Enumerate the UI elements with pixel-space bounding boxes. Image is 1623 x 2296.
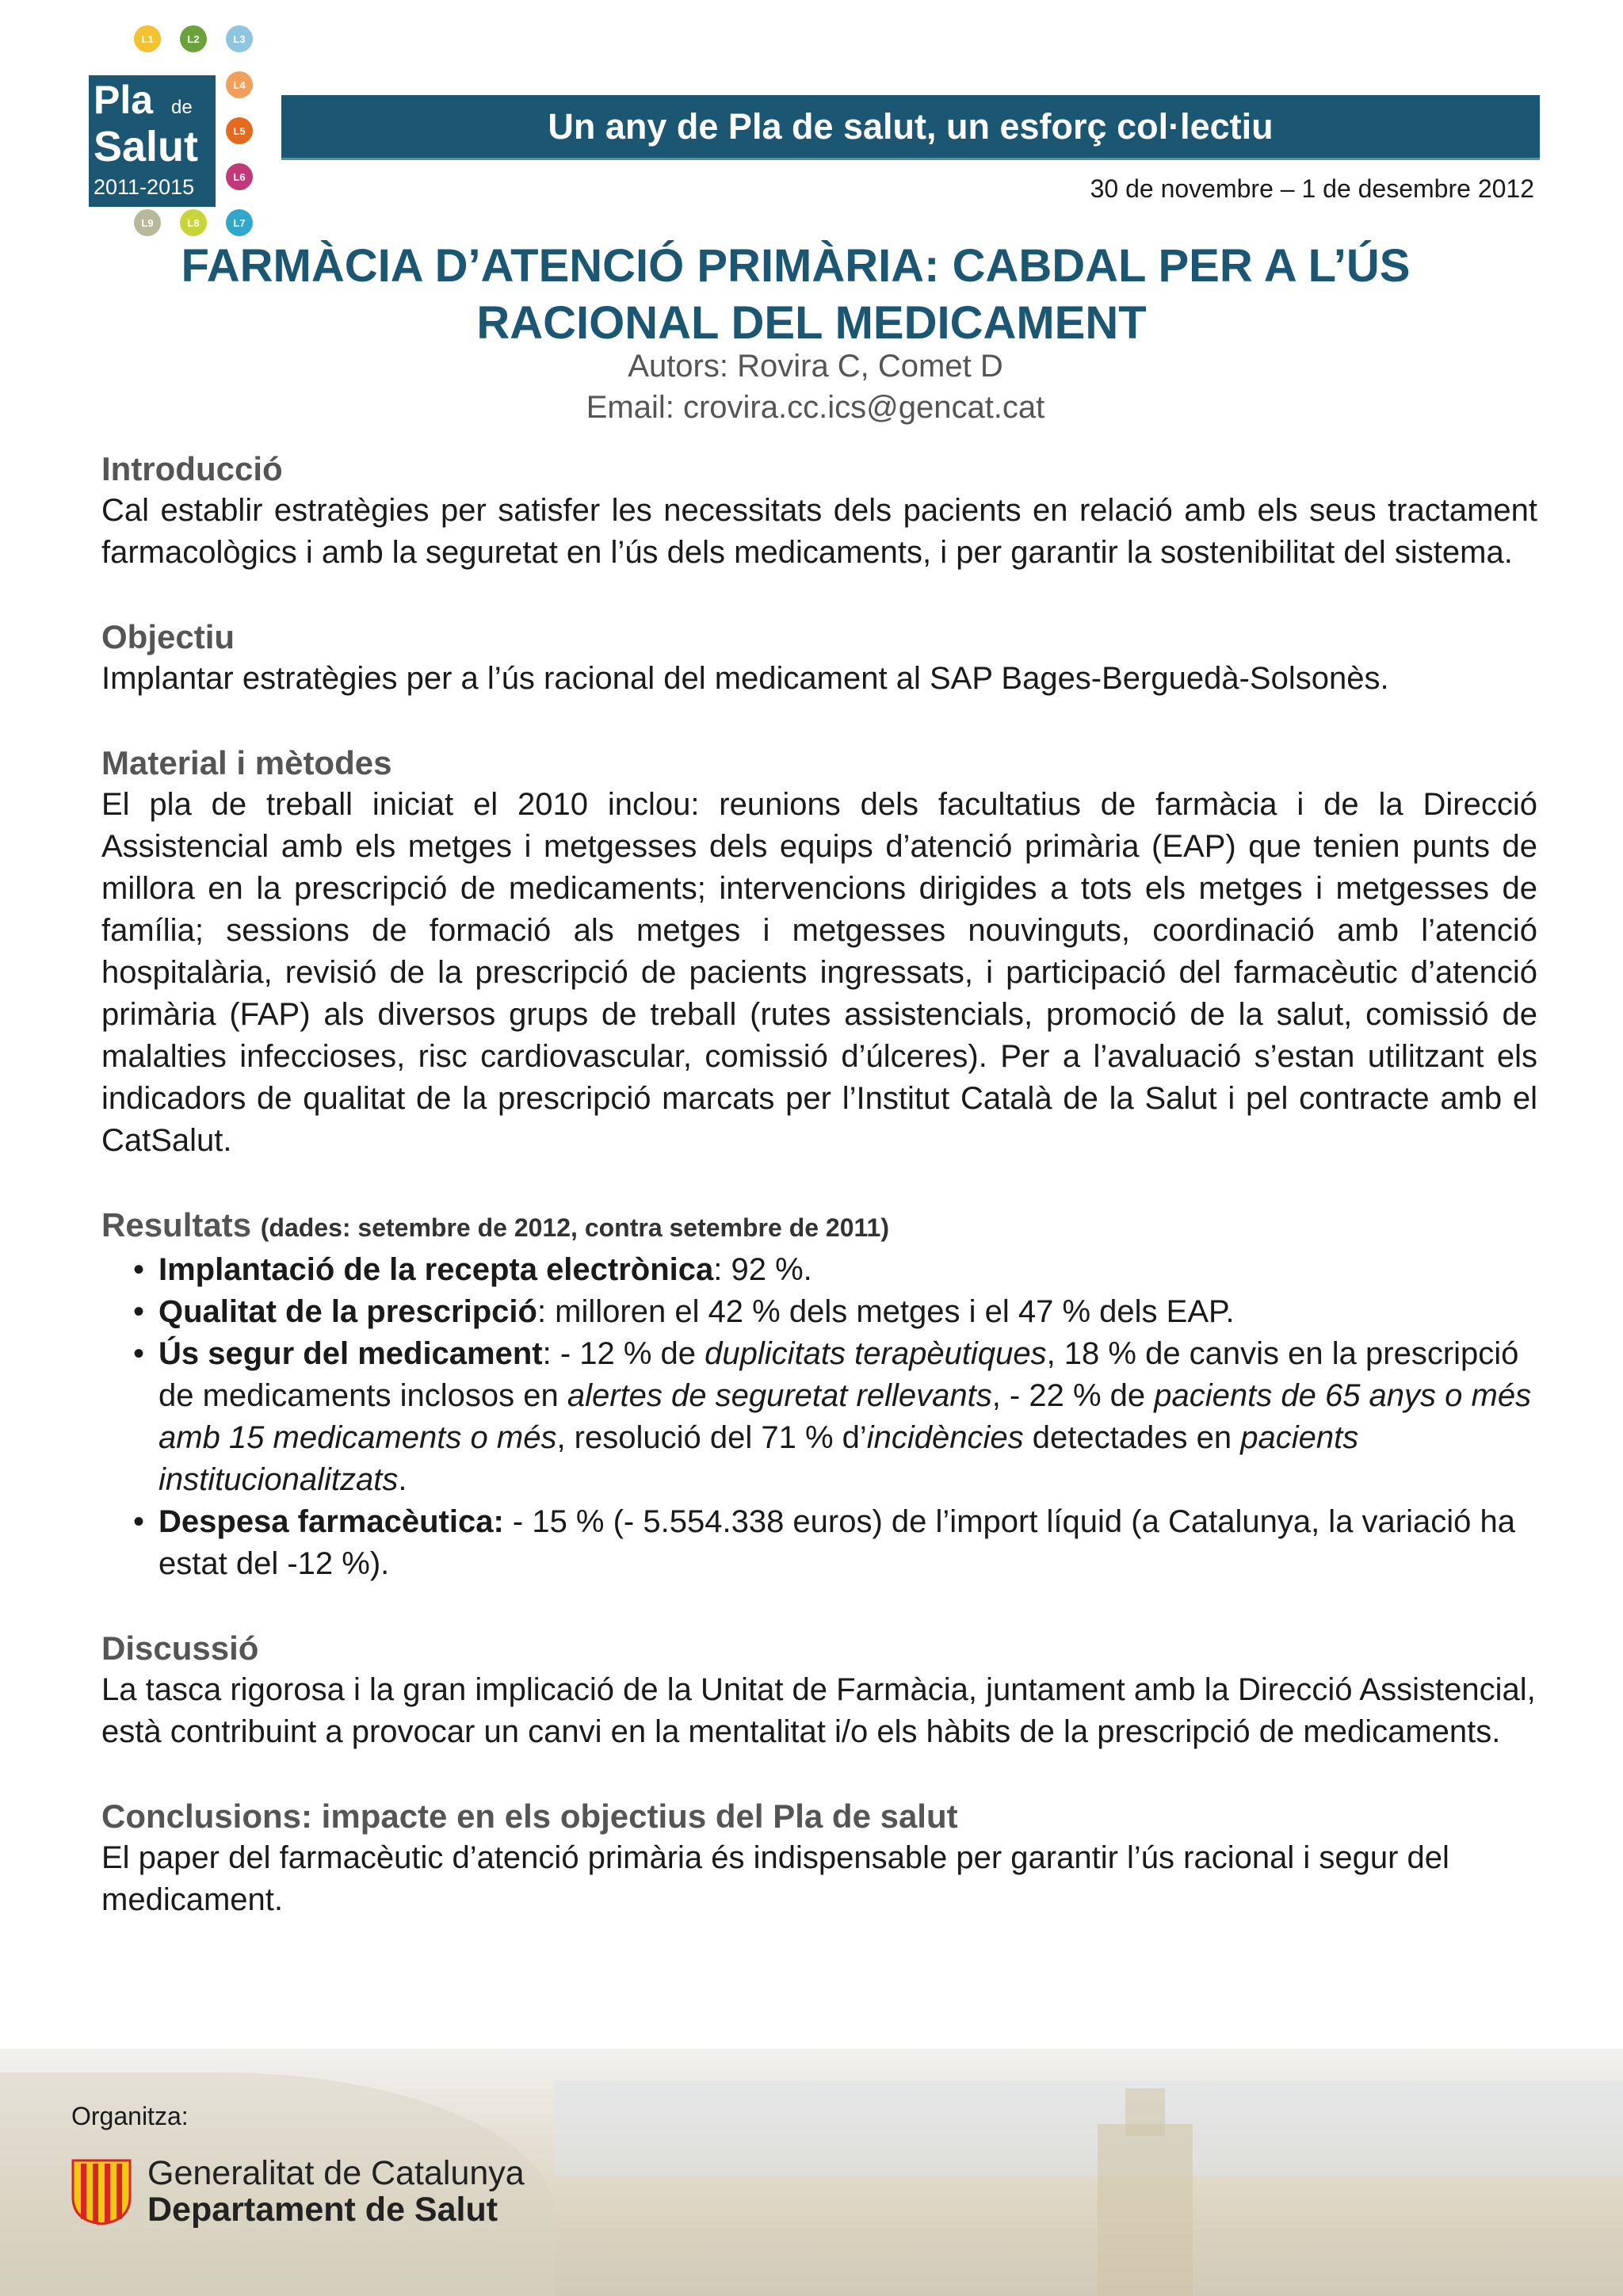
section-body: Implantar estratègies per a l’ús racional del medicament al SAP Bages-Berguedà-Solsonès. — [101, 661, 1389, 696]
logo-circle-l1 — [134, 25, 161, 52]
footer-sea-shape — [555, 2080, 1623, 2176]
section-heading — [101, 1204, 1537, 1249]
svg-text:L8: L8 — [187, 217, 200, 229]
bullet-text: , - 22 % de — [991, 1378, 1155, 1413]
author-block — [0, 346, 1623, 428]
section-heading: Introducció — [101, 450, 283, 487]
svg-text:L5: L5 — [233, 125, 246, 137]
resultats-list — [101, 1249, 1537, 1585]
section-introduccio — [101, 448, 1537, 574]
section-discussio — [101, 1627, 1537, 1753]
generalitat-names — [147, 2155, 525, 2228]
bullet-icon: • — [133, 1294, 145, 1329]
footer-church-tower — [1098, 2124, 1193, 2296]
bullet-icon: • — [133, 1252, 145, 1287]
bullet-italic: alertes de seguretat rellevants — [567, 1378, 992, 1413]
logo-circle-l8 — [180, 209, 207, 236]
logo-circle-l7 — [226, 209, 253, 236]
logo-salut-text: Salut — [94, 123, 199, 170]
footer-church-spire — [1125, 2088, 1165, 2136]
svg-text:L7: L7 — [233, 217, 246, 229]
logo-circle-l3 — [226, 25, 253, 52]
bullet-italic: pacients de 65 anys o més amb 15 medicaments o més — [158, 1378, 1532, 1455]
title-line-1: FARMÀCIA D’ATENCIÓ PRIMÀRIA: CABDAL PER A L’ÚS — [181, 240, 1411, 292]
section-conclusions — [101, 1795, 1537, 1921]
logo-pla-text: Pla — [94, 78, 154, 122]
resultats-subheading: (dades: setembre de 2012, contra setembre de 2011) — [260, 1213, 889, 1242]
logo-years-text: 2011-2015 — [94, 175, 195, 199]
bullet-italic: incidències — [866, 1420, 1024, 1455]
list-item — [101, 1501, 1537, 1585]
logo-circle-l9 — [134, 209, 161, 236]
generalitat-logo — [70, 2156, 525, 2227]
bullet-text: detectades en — [1023, 1420, 1241, 1455]
section-body: El paper del farmacèutic d’atenció primària és indispensable per garantir l’ús racional i segur del medicament. — [101, 1840, 1449, 1917]
logo-circle-l5 — [226, 117, 253, 144]
poster-content — [101, 448, 1537, 1963]
logo-circle-l2 — [180, 25, 207, 52]
email: Email: crovira.cc.ics@gencat.cat — [586, 390, 1045, 425]
list-item — [101, 1291, 1537, 1333]
section-heading: Material i mètodes — [101, 744, 392, 781]
bullet-bold: Implantació de la recepta electrònica — [158, 1252, 714, 1287]
authors: Autors: Rovira C, Comet D — [628, 349, 1003, 384]
bullet-text: - 15 % (- 5.554.338 euros) de l’import líquid (a Catalunya, la variació ha estat del -12 %). — [158, 1504, 1515, 1581]
bullet-text: : - 12 % de — [542, 1336, 705, 1371]
section-heading: Discussió — [101, 1629, 259, 1667]
list-item — [101, 1333, 1537, 1501]
bullet-italic: duplicitats terapèutiques — [705, 1336, 1047, 1371]
section-material-metodes — [101, 742, 1537, 1162]
pla-de-salut-logo — [86, 20, 268, 242]
bullet-bold: Qualitat de la prescripció — [158, 1294, 537, 1329]
logo-circle-l4 — [226, 71, 253, 98]
svg-text:L1: L1 — [141, 33, 154, 45]
senyera-icon — [70, 2157, 133, 2225]
svg-text:L4: L4 — [233, 79, 246, 91]
section-objectiu — [101, 616, 1537, 700]
section-heading: Conclusions: impacte en els objectius del Pla de salut — [101, 1797, 958, 1835]
section-body: La tasca rigorosa i la gran implicació de la Unitat de Farmàcia, juntament amb la Direcció Assistencial, està contribuint a provocar un canvi en la mentalitat i/o els hàbits de la prescripció de medicaments. — [101, 1672, 1536, 1749]
logo-de-text: de — [171, 97, 193, 118]
title-line-2: RACIONAL DEL MEDICAMENT — [476, 297, 1147, 349]
bullet-icon: • — [133, 1336, 145, 1371]
bullet-text: , 18 % de canvis en la prescripció de medicaments inclosos en — [158, 1336, 1519, 1413]
header-banner: Un any de Pla de salut, un esforç col·lectiu — [281, 95, 1540, 160]
bullet-bold: Ús segur del medicament — [158, 1336, 543, 1371]
bullet-text: . — [398, 1462, 407, 1497]
bullet-text: , resolució del 71 % d’ — [556, 1420, 867, 1455]
poster-title — [0, 238, 1623, 352]
section-body: Cal establir estratègies per satisfer les necessitats dels pacients en relació amb els seus tractament farmacològics i amb la seguretat en l’ús dels medicaments, i per garantir la sostenibilitat del sistema. — [101, 493, 1537, 570]
bullet-icon: • — [133, 1504, 145, 1539]
svg-text:L3: L3 — [233, 33, 246, 45]
departament-name: Departament de Salut — [147, 2191, 498, 2229]
logo-circle-l6 — [226, 163, 253, 190]
section-heading: Objectiu — [101, 618, 235, 655]
svg-text:L2: L2 — [187, 33, 200, 45]
resultats-heading: Resultats — [101, 1206, 252, 1244]
organitza-label: Organitza: — [71, 2102, 189, 2130]
list-item — [101, 1249, 1537, 1291]
event-date: 30 de novembre – 1 de desembre 2012 — [1090, 174, 1534, 203]
section-resultats — [101, 1204, 1537, 1585]
bullet-bold: Despesa farmacèutica: — [158, 1504, 504, 1539]
svg-text:L9: L9 — [141, 217, 154, 229]
bullet-text: : 92 %. — [713, 1252, 812, 1287]
bullet-text: : milloren el 42 % dels metges i el 47 % dels EAP. — [537, 1294, 1235, 1329]
generalitat-name: Generalitat de Catalunya — [147, 2154, 525, 2192]
bullet-italic: pacients institucionalitzats — [158, 1420, 1359, 1497]
svg-text:L6: L6 — [233, 171, 246, 183]
section-body: El pla de treball iniciat el 2010 inclou: reunions dels facultatius de farmàcia i de la Direcció Assistencial amb els metges i metgesses dels equips d’atenció primària (EAP) que tenien punts de millora en la prescripció de medicaments; intervencions dirigides a tots els metges i metgesses de família; sessions de formació als metges i metgesses nouvinguts, coordinació amb l’atenció hospitalària, revisió de la prescripció de pacients ingressats, i participació del farmacèutic d’atenció primària (FAP) als diversos grups de treball (rutes assistencials, promoció de la salut, comissió de malalties infeccioses, risc cardiovascular, comissió d’úlceres). Per a l’avaluació s’estan utilitzant els indicadors de qualitat de la prescripció marcats per l’Institut Català de la Salut i pel contracte amb el CatSalut. — [101, 787, 1537, 1158]
